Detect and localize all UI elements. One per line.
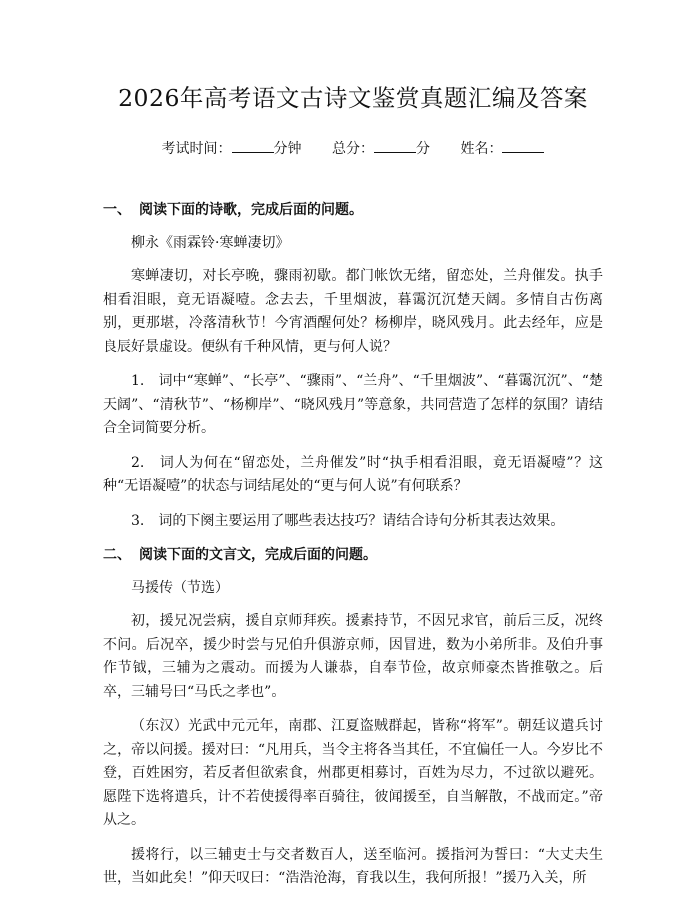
name-label: 姓名： bbox=[460, 141, 503, 157]
exam-time-unit: 分钟 bbox=[273, 141, 302, 157]
total-score-label: 总分： bbox=[332, 141, 374, 157]
name-blank bbox=[502, 138, 544, 153]
section-1-heading-text: 阅读下面的诗歌，完成后面的问题。 bbox=[139, 202, 363, 218]
document-title: 2026年高考语文古诗文鉴赏真题汇编及答案 bbox=[118, 84, 588, 112]
section-2-heading bbox=[103, 544, 603, 566]
exam-time-blank bbox=[232, 138, 274, 153]
total-score-blank bbox=[374, 138, 416, 153]
total-score-unit: 分 bbox=[416, 141, 430, 157]
section-1-heading bbox=[103, 199, 603, 221]
classical-paragraph-3: 援将行，以三辅吏士与交者数百人，送至临河。援指河为誓曰：“大丈夫生世，当如此矣！”仰天叹曰：“浩浩沧海，育我以生，我何所报！”援乃入关，所 bbox=[103, 846, 603, 886]
question-2: 2. 词人为何在“留恋处，兰舟催发”时“执手相看泪眼，竟无语凝噎”？这种“无语凝噎”的状态与词结尾处的“更与何人说”有何联系？ bbox=[103, 454, 603, 494]
exam-time-label: 考试时间： bbox=[161, 141, 232, 157]
section-2-number: 二、 bbox=[103, 547, 131, 563]
classical-text-title: 马援传（节选） bbox=[131, 580, 229, 596]
total-score-field bbox=[332, 138, 430, 159]
classical-paragraph-1: 初，援兄况尝病，援自京师拜疾。援素持节，不因兄求官，前后三反，况终不问。后况卒，援少时尝与兄伯升俱游京师，因冒进，数为小弟所非。及伯升事作节钺，三辅为之震动。而援为人谦恭，自奉节俭，故京师豪杰皆推敬之。后卒，三辅号曰“马氏之孝也”。 bbox=[103, 613, 603, 700]
question-3: 3. 词的下阕主要运用了哪些表达技巧？请结合诗句分析其表达效果。 bbox=[131, 512, 565, 529]
poem-title: 柳永《雨霖铃·寒蝉凄切》 bbox=[131, 235, 290, 251]
name-field bbox=[460, 138, 544, 159]
section-1-number: 一、 bbox=[103, 202, 131, 218]
question-1: 1. 词中“寒蝉”、“长亭”、“骤雨”、“兰舟”、“千里烟波”、“暮霭沉沉”、“楚天阔”、“清秋节”、“杨柳岸”、“晓风残月”等意象，共同营造了怎样的氛围？请结合全词简要分析。 bbox=[103, 373, 603, 436]
poem-text: 寒蝉凄切，对长亭晚，骤雨初歇。都门帐饮无绪，留恋处，兰舟催发。执手相看泪眼，竟无语凝噎。念去去，千里烟波，暮霭沉沉楚天阔。多情自古伤离别，更那堪，冷落清秋节！今宵酒醒何处？杨柳岸，晓风残月。此去经年，应是良辰好景虚设。便纵有千种风情，更与何人说？ bbox=[103, 268, 603, 355]
exam-info-line bbox=[103, 138, 603, 159]
section-2-heading-text: 阅读下面的文言文，完成后面的问题。 bbox=[139, 547, 377, 563]
classical-paragraph-2: （东汉）光武中元元年，南郡、江夏盗贼群起，皆称“将军”。朝廷议遣兵讨之，帝以问援。援对曰：“凡用兵，当令主将各当其任，不宜偏任一人。今岁比不登，百姓困穷，若反者但欲索食，州郡更相募讨，百姓为尽力，不过欲以避死。愿陛下选将遣兵，计不若使援得率百骑往，彼闻援至，自当解散，不战而定。”帝从之。 bbox=[103, 718, 603, 828]
exam-time-field bbox=[162, 138, 302, 159]
